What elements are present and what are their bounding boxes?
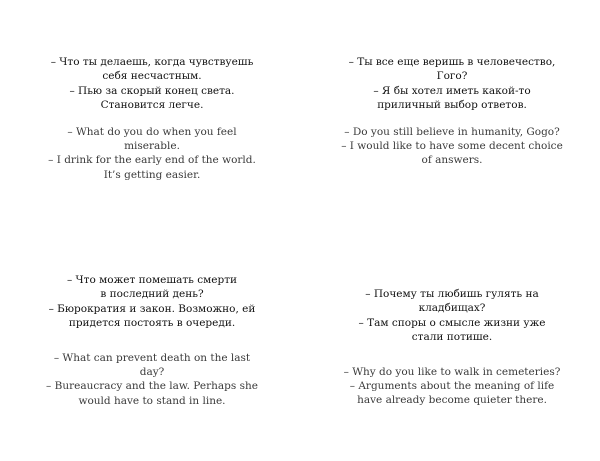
english-text: [32, 351, 272, 409]
russian-text: [332, 55, 572, 113]
text-line: – Бюрократия и закон. Возможно, ей: [48, 302, 256, 315]
text-line: – Что ты делаешь, когда чувствуешь: [50, 56, 254, 68]
russian-text: [32, 55, 272, 113]
quote-block-2: [332, 55, 572, 168]
text-line: Становится легче.: [100, 99, 204, 112]
text-line: Гого?: [436, 70, 468, 83]
text-line: – I drink for the early end of the world.: [48, 154, 256, 167]
english-text: [332, 125, 572, 168]
text-line: приличный выбор ответов.: [377, 99, 527, 112]
text-line: себя несчастным.: [102, 70, 202, 83]
text-line: – Там споры о смысле жизни уже: [358, 316, 546, 329]
quote-block-4: [332, 287, 572, 408]
text-line: кладбищах?: [418, 302, 486, 315]
text-line: – Пью за скорый конец света.: [69, 84, 235, 97]
text-line: It’s getting easier.: [103, 168, 201, 181]
text-line: – Я бы хотел иметь какой-то: [373, 84, 531, 97]
english-text: [32, 125, 272, 183]
quote-block-1: [32, 55, 272, 182]
russian-text: [32, 273, 272, 331]
russian-text: [332, 287, 572, 345]
text-line: – Do you still believe in humanity, Gogo?: [344, 125, 560, 138]
text-line: – What do you do when you feel: [67, 125, 237, 138]
text-line: of answers.: [421, 154, 483, 167]
text-line: в последний день?: [100, 288, 204, 301]
text-line: would have to stand in line.: [78, 394, 226, 407]
text-line: – Почему ты любишь гулять на: [365, 288, 539, 300]
text-line: придется постоять в очереди.: [68, 317, 236, 330]
text-line: – What can prevent death on the last: [53, 351, 251, 364]
text-line: – Why do you like to walk in cemeteries?: [343, 365, 561, 378]
text-line: – I would like to have some decent choice: [341, 140, 563, 153]
quote-block-3: [32, 273, 272, 408]
text-line: miserable.: [124, 140, 180, 153]
text-line: – Что может помешать смерти: [66, 274, 238, 286]
text-line: – Arguments about the meaning of life: [349, 380, 555, 393]
text-line: – Bureaucracy and the law. Perhaps she: [46, 380, 258, 393]
text-line: have already become quieter there.: [357, 394, 547, 407]
text-line: day?: [139, 366, 165, 379]
english-text: [332, 365, 572, 408]
text-line: стали потише.: [411, 331, 493, 344]
text-line: – Ты все еще веришь в человечество,: [348, 56, 556, 68]
